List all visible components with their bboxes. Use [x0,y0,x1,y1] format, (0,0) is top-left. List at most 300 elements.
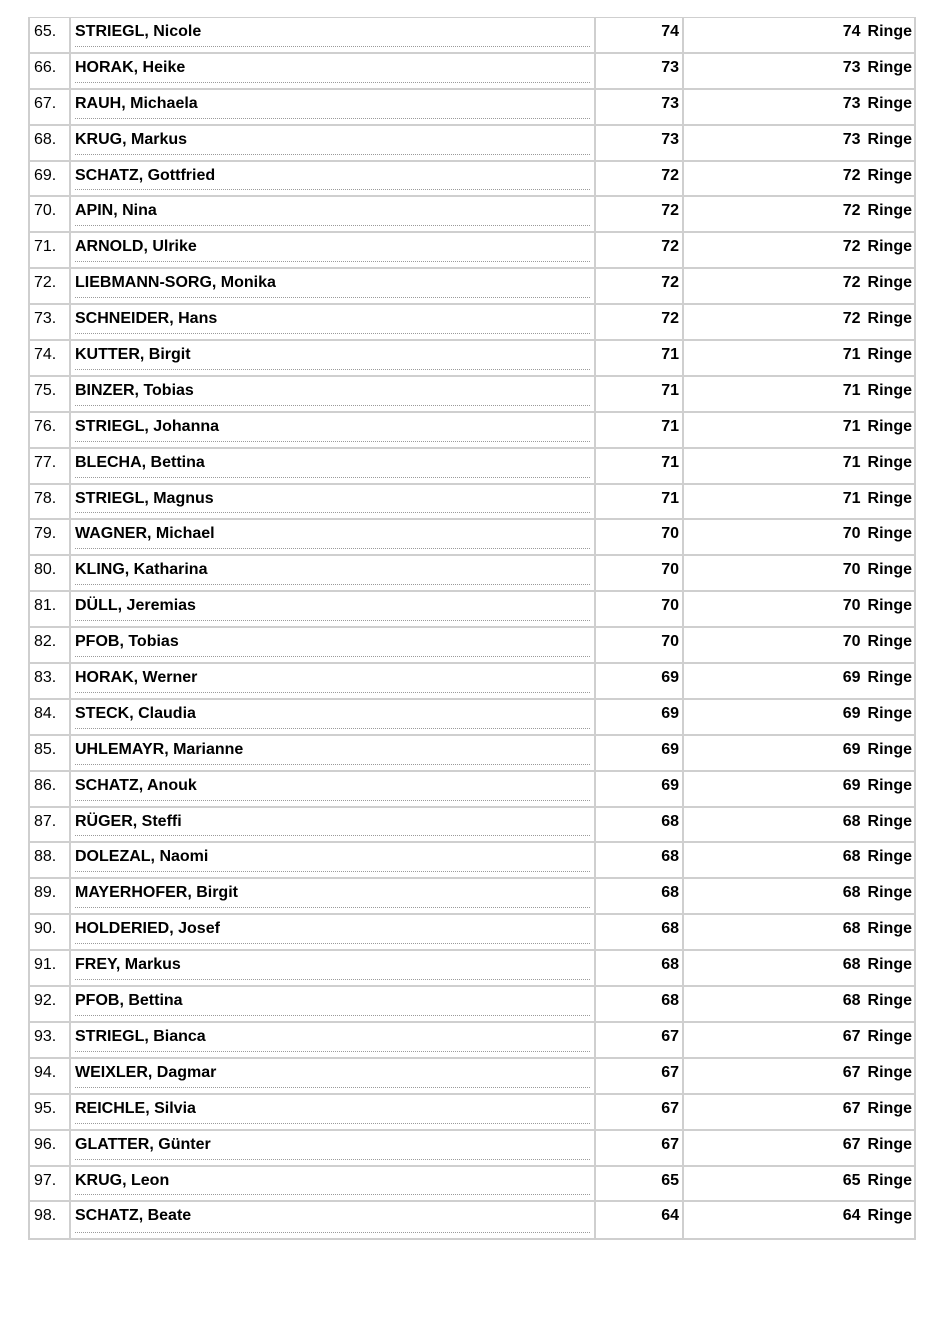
ringe-cell [684,987,914,1023]
ringe-value: 69 [842,704,861,722]
rank-cell: 89. [30,879,71,915]
participant-name: RÜGER, Steffi [75,812,182,830]
ringe-unit-label: Ringe [867,166,912,184]
ringe-unit-label: Ringe [867,489,912,507]
participant-name: PFOB, Bettina [75,992,183,1010]
rank-cell: 74. [30,341,71,377]
table-row [30,772,914,808]
rank-cell: 82. [30,628,71,664]
dotted-leader-line [75,1123,590,1124]
name-cell [71,341,596,377]
name-cell [71,90,596,126]
ringe-cell [684,700,914,736]
ringe-value: 74 [842,23,861,40]
participant-name: UHLEMAYR, Marianne [75,740,244,758]
score-cell: 69 [596,664,684,700]
ringe-unit-label: Ringe [867,94,912,112]
ringe-value: 70 [842,561,861,579]
score-cell: 68 [596,843,684,879]
rank-cell: 94. [30,1059,71,1095]
ringe-value: 68 [842,848,861,866]
rank-cell: 65. [30,18,71,54]
dotted-leader-line [75,405,590,406]
ringe-cell [684,1167,914,1203]
ringe-unit-label: Ringe [867,525,912,543]
ringe-value: 72 [842,166,861,184]
participant-name: LIEBMANN-SORG, Monika [75,274,276,292]
rank-cell: 97. [30,1167,71,1203]
score-cell: 71 [596,449,684,485]
name-cell [71,413,596,449]
score-cell: 70 [596,592,684,628]
dotted-leader-line [75,943,590,944]
ringe-unit-label: Ringe [867,1099,912,1117]
ringe-cell [684,1023,914,1059]
dotted-leader-line [75,979,590,980]
dotted-leader-line [75,692,590,693]
dotted-leader-line [75,1194,590,1195]
ringe-cell [684,269,914,305]
rank-cell: 85. [30,736,71,772]
ringe-value: 71 [842,453,861,471]
score-cell: 69 [596,772,684,808]
ringe-unit-label: Ringe [867,740,912,758]
dotted-leader-line [75,835,590,836]
ringe-unit-label: Ringe [867,1207,912,1225]
table-row [30,341,914,377]
rank-cell: 70. [30,197,71,233]
ringe-value: 68 [842,920,861,938]
score-cell: 67 [596,1059,684,1095]
rank-cell: 93. [30,1023,71,1059]
ringe-unit-label: Ringe [867,1027,912,1045]
table-row [30,520,914,556]
table-row [30,556,914,592]
ringe-cell [684,879,914,915]
ringe-unit-label: Ringe [867,776,912,794]
ringe-value: 67 [842,1135,861,1153]
ringe-value: 73 [842,94,861,112]
ringe-value: 68 [842,956,861,974]
table-row [30,592,914,628]
ringe-unit-label: Ringe [867,202,912,220]
rank-cell: 98. [30,1202,71,1238]
score-cell: 72 [596,162,684,198]
table-row [30,1059,914,1095]
name-cell [71,556,596,592]
ringe-cell [684,197,914,233]
table-row [30,1023,914,1059]
ringe-cell [684,808,914,844]
ringe-cell [684,449,914,485]
dotted-leader-line [75,1159,590,1160]
participant-name: STRIEGL, Nicole [75,23,202,40]
table-row [30,951,914,987]
name-cell [71,808,596,844]
dotted-leader-line [75,620,590,621]
name-cell [71,449,596,485]
participant-name: SCHATZ, Gottfried [75,166,216,184]
participant-name: STRIEGL, Johanna [75,417,220,435]
rank-cell: 69. [30,162,71,198]
ringe-value: 70 [842,525,861,543]
ringe-cell [684,377,914,413]
rank-cell: 92. [30,987,71,1023]
score-cell: 69 [596,736,684,772]
table-row [30,736,914,772]
table-row [30,269,914,305]
participant-name: ARNOLD, Ulrike [75,238,197,256]
score-cell: 74 [596,18,684,54]
ringe-unit-label: Ringe [867,58,912,76]
table-row [30,305,914,341]
dotted-leader-line [75,189,590,190]
score-cell: 67 [596,1095,684,1131]
table-row [30,90,914,126]
rank-cell: 79. [30,520,71,556]
ringe-value: 71 [842,417,861,435]
name-cell [71,592,596,628]
participant-name: SCHNEIDER, Hans [75,310,218,328]
table-row [30,987,914,1023]
ringe-cell [684,341,914,377]
participant-name: GLATTER, Günter [75,1135,211,1153]
ringe-value: 72 [842,202,861,220]
dotted-leader-line [75,548,590,549]
ringe-unit-label: Ringe [867,238,912,256]
ringe-unit-label: Ringe [867,669,912,687]
dotted-leader-line [75,477,590,478]
score-cell: 73 [596,90,684,126]
dotted-leader-line [75,907,590,908]
table-row [30,843,914,879]
ringe-cell [684,520,914,556]
name-cell [71,987,596,1023]
participant-name: HORAK, Werner [75,669,198,687]
score-cell: 72 [596,269,684,305]
score-cell: 73 [596,54,684,90]
ringe-cell [684,628,914,664]
table-row [30,233,914,269]
ringe-value: 72 [842,274,861,292]
ringe-unit-label: Ringe [867,597,912,615]
ringe-cell [684,18,914,54]
score-cell: 68 [596,915,684,951]
ringe-value: 72 [842,238,861,256]
ringe-value: 71 [842,346,861,364]
ringe-cell [684,54,914,90]
name-cell [71,1167,596,1203]
participant-name: KLING, Katharina [75,561,208,579]
dotted-leader-line [75,261,590,262]
rank-cell: 76. [30,413,71,449]
table-row [30,1202,914,1238]
name-cell [71,233,596,269]
participant-name: STECK, Claudia [75,704,196,722]
ringe-unit-label: Ringe [867,1063,912,1081]
ringe-unit-label: Ringe [867,381,912,399]
rank-cell: 73. [30,305,71,341]
score-cell: 68 [596,879,684,915]
ringe-unit-label: Ringe [867,956,912,974]
table-row [30,377,914,413]
rank-cell: 91. [30,951,71,987]
name-cell [71,520,596,556]
table-row [30,162,914,198]
dotted-leader-line [75,1051,590,1052]
dotted-leader-line [75,1087,590,1088]
name-cell [71,1023,596,1059]
participant-name: WEIXLER, Dagmar [75,1063,217,1081]
dotted-leader-line [75,118,590,119]
dotted-leader-line [75,512,590,513]
name-cell [71,485,596,521]
dotted-leader-line [75,225,590,226]
ringe-cell [684,664,914,700]
ringe-unit-label: Ringe [867,346,912,364]
dotted-leader-line [75,1232,590,1233]
rank-cell: 95. [30,1095,71,1131]
ringe-cell [684,1095,914,1131]
table-row [30,485,914,521]
ringe-cell [684,843,914,879]
score-cell: 68 [596,808,684,844]
name-cell [71,772,596,808]
ringe-unit-label: Ringe [867,417,912,435]
dotted-leader-line [75,82,590,83]
name-cell [71,305,596,341]
participant-name: SCHATZ, Anouk [75,776,197,794]
ringe-value: 69 [842,669,861,687]
table-row [30,54,914,90]
dotted-leader-line [75,369,590,370]
table-row [30,700,914,736]
ringe-cell [684,951,914,987]
name-cell [71,628,596,664]
rank-cell: 72. [30,269,71,305]
ringe-cell [684,485,914,521]
results-table-body [30,18,914,1238]
ringe-unit-label: Ringe [867,704,912,722]
dotted-leader-line [75,333,590,334]
ringe-value: 67 [842,1063,861,1081]
rank-cell: 88. [30,843,71,879]
ringe-unit-label: Ringe [867,1171,912,1189]
rank-cell: 96. [30,1131,71,1167]
table-row [30,1167,914,1203]
name-cell [71,269,596,305]
ringe-cell [684,915,914,951]
table-row [30,126,914,162]
ringe-cell [684,556,914,592]
table-row [30,664,914,700]
ringe-unit-label: Ringe [867,1135,912,1153]
participant-name: STRIEGL, Bianca [75,1027,206,1045]
ringe-unit-label: Ringe [867,848,912,866]
name-cell [71,700,596,736]
ringe-cell [684,772,914,808]
participant-name: SCHATZ, Beate [75,1207,192,1225]
score-cell: 70 [596,628,684,664]
participant-name: BLECHA, Bettina [75,453,205,471]
score-cell: 72 [596,197,684,233]
rank-cell: 77. [30,449,71,485]
ringe-cell [684,1131,914,1167]
rank-cell: 78. [30,485,71,521]
ringe-value: 65 [842,1171,861,1189]
participant-name: FREY, Markus [75,956,181,974]
dotted-leader-line [75,441,590,442]
ringe-value: 69 [842,740,861,758]
score-cell: 71 [596,485,684,521]
ringe-value: 71 [842,381,861,399]
table-row [30,1095,914,1131]
name-cell [71,377,596,413]
table-row [30,808,914,844]
ringe-unit-label: Ringe [867,992,912,1010]
score-cell: 73 [596,126,684,162]
name-cell [71,879,596,915]
ringe-cell [684,126,914,162]
ringe-unit-label: Ringe [867,884,912,902]
score-cell: 72 [596,233,684,269]
ringe-cell [684,90,914,126]
score-cell: 72 [596,305,684,341]
rank-cell: 66. [30,54,71,90]
ringe-value: 68 [842,812,861,830]
ringe-cell [684,305,914,341]
participant-name: DOLEZAL, Naomi [75,848,209,866]
score-cell: 71 [596,377,684,413]
participant-name: PFOB, Tobias [75,633,179,651]
ringe-unit-label: Ringe [867,812,912,830]
ringe-unit-label: Ringe [867,23,912,40]
dotted-leader-line [75,871,590,872]
score-cell: 64 [596,1202,684,1238]
dotted-leader-line [75,154,590,155]
ringe-cell [684,736,914,772]
ringe-unit-label: Ringe [867,274,912,292]
name-cell [71,18,596,54]
results-table [28,17,916,1240]
ringe-unit-label: Ringe [867,130,912,148]
name-cell [71,664,596,700]
table-row [30,1131,914,1167]
ringe-unit-label: Ringe [867,453,912,471]
participant-name: DÜLL, Jeremias [75,597,196,615]
ringe-cell [684,233,914,269]
table-row [30,628,914,664]
rank-cell: 75. [30,377,71,413]
table-row [30,197,914,233]
participant-name: WAGNER, Michael [75,525,215,543]
ringe-value: 69 [842,776,861,794]
ringe-value: 70 [842,597,861,615]
name-cell [71,197,596,233]
score-cell: 69 [596,700,684,736]
ringe-cell [684,1059,914,1095]
name-cell [71,1202,596,1238]
score-cell: 68 [596,987,684,1023]
name-cell [71,915,596,951]
dotted-leader-line [75,297,590,298]
name-cell [71,736,596,772]
rank-cell: 86. [30,772,71,808]
dotted-leader-line [75,728,590,729]
score-cell: 68 [596,951,684,987]
ringe-value: 71 [842,489,861,507]
ringe-value: 68 [842,992,861,1010]
participant-name: KRUG, Leon [75,1171,170,1189]
table-row [30,449,914,485]
rank-cell: 81. [30,592,71,628]
ringe-unit-label: Ringe [867,561,912,579]
name-cell [71,126,596,162]
ringe-value: 67 [842,1027,861,1045]
rank-cell: 80. [30,556,71,592]
dotted-leader-line [75,656,590,657]
participant-name: KUTTER, Birgit [75,346,191,364]
participant-name: MAYERHOFER, Birgit [75,884,238,902]
ringe-value: 68 [842,884,861,902]
ringe-cell [684,162,914,198]
score-cell: 67 [596,1131,684,1167]
score-cell: 65 [596,1167,684,1203]
name-cell [71,843,596,879]
ringe-value: 73 [842,58,861,76]
rank-cell: 84. [30,700,71,736]
dotted-leader-line [75,764,590,765]
score-cell: 70 [596,556,684,592]
rank-cell: 71. [30,233,71,269]
participant-name: STRIEGL, Magnus [75,489,214,507]
ringe-value: 64 [842,1207,861,1225]
participant-name: APIN, Nina [75,202,157,220]
score-cell: 71 [596,413,684,449]
rank-cell: 90. [30,915,71,951]
ringe-value: 67 [842,1099,861,1117]
dotted-leader-line [75,800,590,801]
participant-name: HORAK, Heike [75,58,186,76]
score-cell: 71 [596,341,684,377]
dotted-leader-line [75,46,590,47]
ringe-value: 73 [842,130,861,148]
dotted-leader-line [75,1015,590,1016]
rank-cell: 83. [30,664,71,700]
ringe-cell [684,592,914,628]
participant-name: HOLDERIED, Josef [75,920,220,938]
name-cell [71,951,596,987]
name-cell [71,1059,596,1095]
rank-cell: 68. [30,126,71,162]
table-row [30,413,914,449]
rank-cell: 67. [30,90,71,126]
name-cell [71,1131,596,1167]
rank-cell: 87. [30,808,71,844]
participant-name: RAUH, Michaela [75,94,198,112]
table-row [30,18,914,54]
ringe-unit-label: Ringe [867,310,912,328]
score-cell: 67 [596,1023,684,1059]
dotted-leader-line [75,584,590,585]
name-cell [71,1095,596,1131]
score-cell: 70 [596,520,684,556]
ringe-value: 72 [842,310,861,328]
ringe-unit-label: Ringe [867,633,912,651]
name-cell [71,54,596,90]
participant-name: REICHLE, Silvia [75,1099,196,1117]
ringe-cell [684,413,914,449]
